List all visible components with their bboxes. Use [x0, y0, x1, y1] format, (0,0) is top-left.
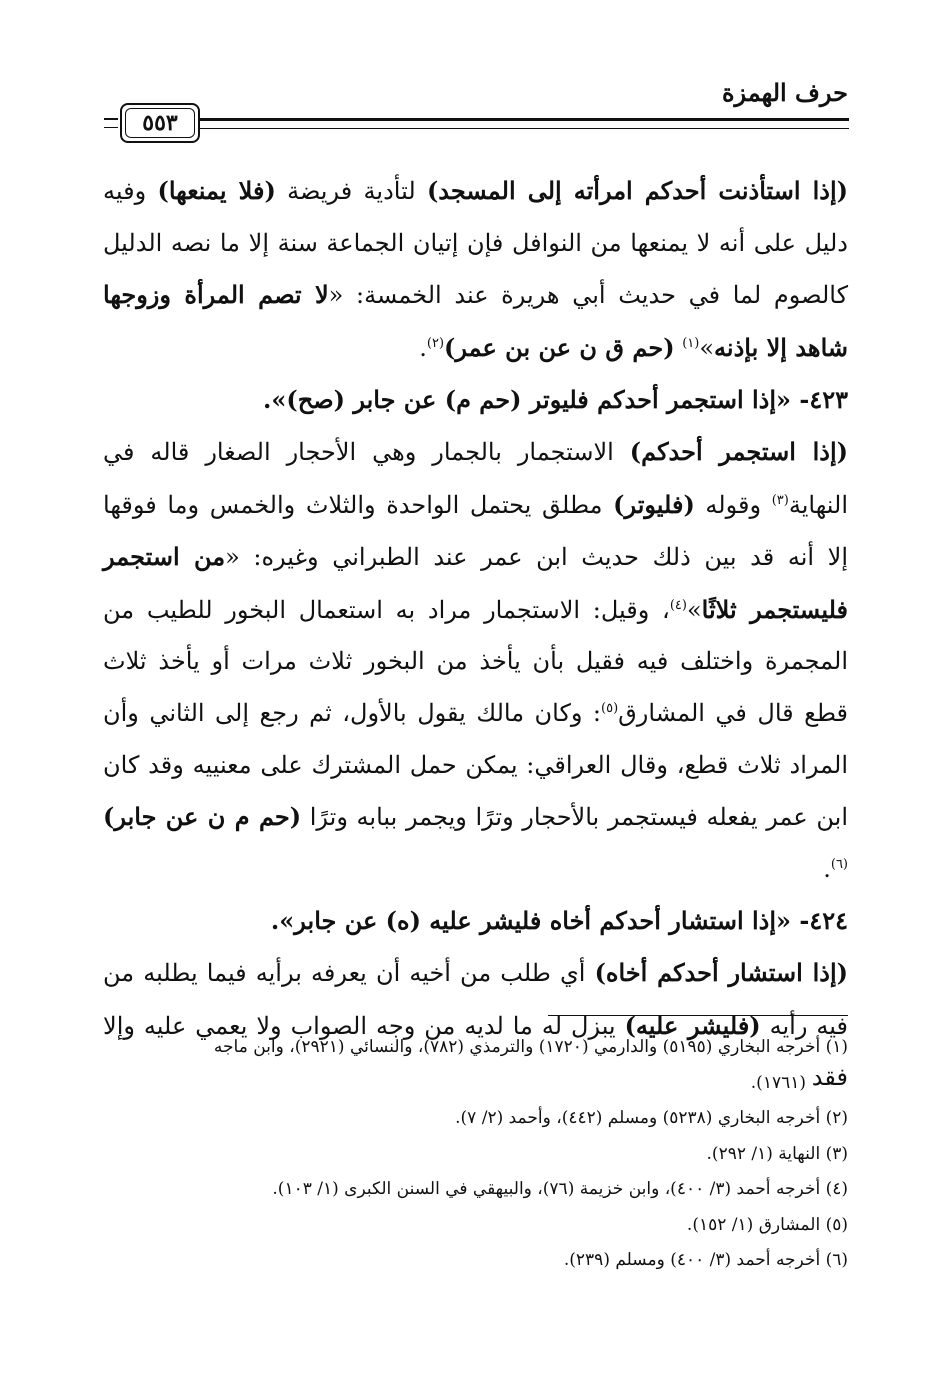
commentary-text: : وكان مالك يقول بالأول، ثم رجع إلى الثاني وأن المراد ثلاث قطع، وقال العراقي: يمكن حمل المشترك على معنييه وقد كان ابن عمر يفعله فيستجمر بالأحجار وترًا ويجمر ببابه وترًا — [103, 698, 848, 832]
footnote-4: (٤) أخرجه أحمد (٣/ ٤٠٠)، وابن خزيمة (٧٦)، والبيهقي في السنن الكبرى (١/ ١٠٣). — [272, 1179, 848, 1199]
quoted-hadith-phrase: (فلا يمنعها) — [157, 176, 276, 205]
source-attribution: (حم م ن عن جابر) — [103, 802, 302, 832]
quoted-hadith-phrase: من استجمر فليستجمر ثلاثًا — [103, 542, 848, 624]
commentary-text: ، وقيل: الاستجمار مراد به استعمال البخور للطيب من المجمرة واختلف فيه فقيل بأن يأخذ من البخور ثلاث مرات أو يأخذ ثلاث قطع قال في المشارق — [103, 595, 849, 727]
source-attribution: (حم ق ن عن بن عمر) — [444, 332, 675, 362]
quoted-hadith-phrase: (إذا استأذنت أحدكم امرأته إلى المسجد) — [426, 176, 849, 205]
quote-mark: » — [686, 595, 702, 624]
header-rule — [200, 118, 849, 129]
commentary-text: أي طلب من أخيه أن يعرفه برأيه فيما يطلبه من فيه رأيه — [103, 958, 848, 1040]
footnote-ref: (٤) — [669, 597, 687, 613]
paragraph-1 — [103, 165, 848, 374]
main-text — [103, 165, 848, 1104]
quoted-hadith-phrase: (فليشر عليه) — [624, 1010, 761, 1040]
quote-mark: » — [699, 333, 715, 362]
hadith-heading-424: ٤٢٤- «إذا استشار أحدكم أخاه فليشر عليه (ه) عن جابر». — [270, 906, 848, 936]
header-rule-end — [104, 118, 118, 128]
quoted-hadith-phrase: (إذا استشار أحدكم أخاه) — [594, 957, 849, 987]
footnote-ref: (٥) — [601, 700, 619, 716]
commentary-text: وفيه دليل على أنه لا يمنعها من النوافل فإن إتيان الجماعة سنة إلا ما نصه الدليل كالصوم لما في حديث أبي هريرة عند الخمسة: « — [103, 177, 848, 310]
footnote-ref: (٢) — [426, 335, 445, 351]
footnote-1-continued: (١٧٦١). — [750, 1072, 806, 1093]
quoted-hadith-phrase: (إذا استجمر أحدكم) — [629, 436, 848, 466]
footnotes — [103, 1030, 848, 1279]
paragraph-2 — [103, 426, 848, 895]
punctuation: . — [419, 333, 427, 362]
hadith-heading-423: ٤٢٣- «إذا استجمر أحدكم فليوتر (حم م) عن جابر (صح)». — [263, 385, 848, 415]
running-title: حرف الهمزة — [721, 78, 848, 107]
punctuation: . — [823, 854, 831, 883]
page-number: ٥٥٣ — [120, 103, 200, 143]
footnote-2: (٢) أخرجه البخاري (٥٢٣٨) ومسلم (٤٤٢)، وأحمد (٢/ ٧). — [455, 1108, 848, 1128]
footnote-1: (١) أخرجه البخاري (٥١٩٥) والدارمي (١٧٢٠) والترمذي (٧٨٢)، والنسائي (٢٩٢١)، وابن ماجه — [213, 1037, 848, 1057]
commentary-text: مطلق يحتمل الواحدة والثلاث والخمس وما فوقها إلا أنه قد بين ذلك حديث ابن عمر عند الطبراني وغيره: « — [103, 490, 849, 572]
footnote-6: (٦) أخرجه أحمد (٣/ ٤٠٠) ومسلم (٢٣٩). — [563, 1250, 848, 1270]
commentary-text: الاستجمار بالجمار وهي الأحجار الصغار قاله في النهاية — [103, 437, 848, 519]
footnote-ref: (٦) — [830, 856, 848, 872]
footnote-ref: (١) — [682, 335, 700, 351]
commentary-text: يبزل له ما لديه من وجه الصواب ولا يعمي عليه وإلا فقد — [103, 1011, 848, 1092]
quoted-hadith-phrase: (فليوتر) — [613, 489, 695, 519]
commentary-text: وقوله — [694, 490, 772, 519]
footnote-ref: (٣) — [771, 492, 789, 508]
quoted-hadith-phrase: لا تصم المرأة وزوجها شاهد إلا بإذنه — [103, 280, 848, 362]
footnote-5: (٥) المشارق (١/ ١٥٢). — [686, 1214, 848, 1235]
footnote-separator — [548, 1015, 848, 1016]
commentary-text: لتأدية فريضة — [275, 177, 427, 205]
footnote-3: (٣) النهاية (١/ ٢٩٢). — [706, 1143, 848, 1164]
